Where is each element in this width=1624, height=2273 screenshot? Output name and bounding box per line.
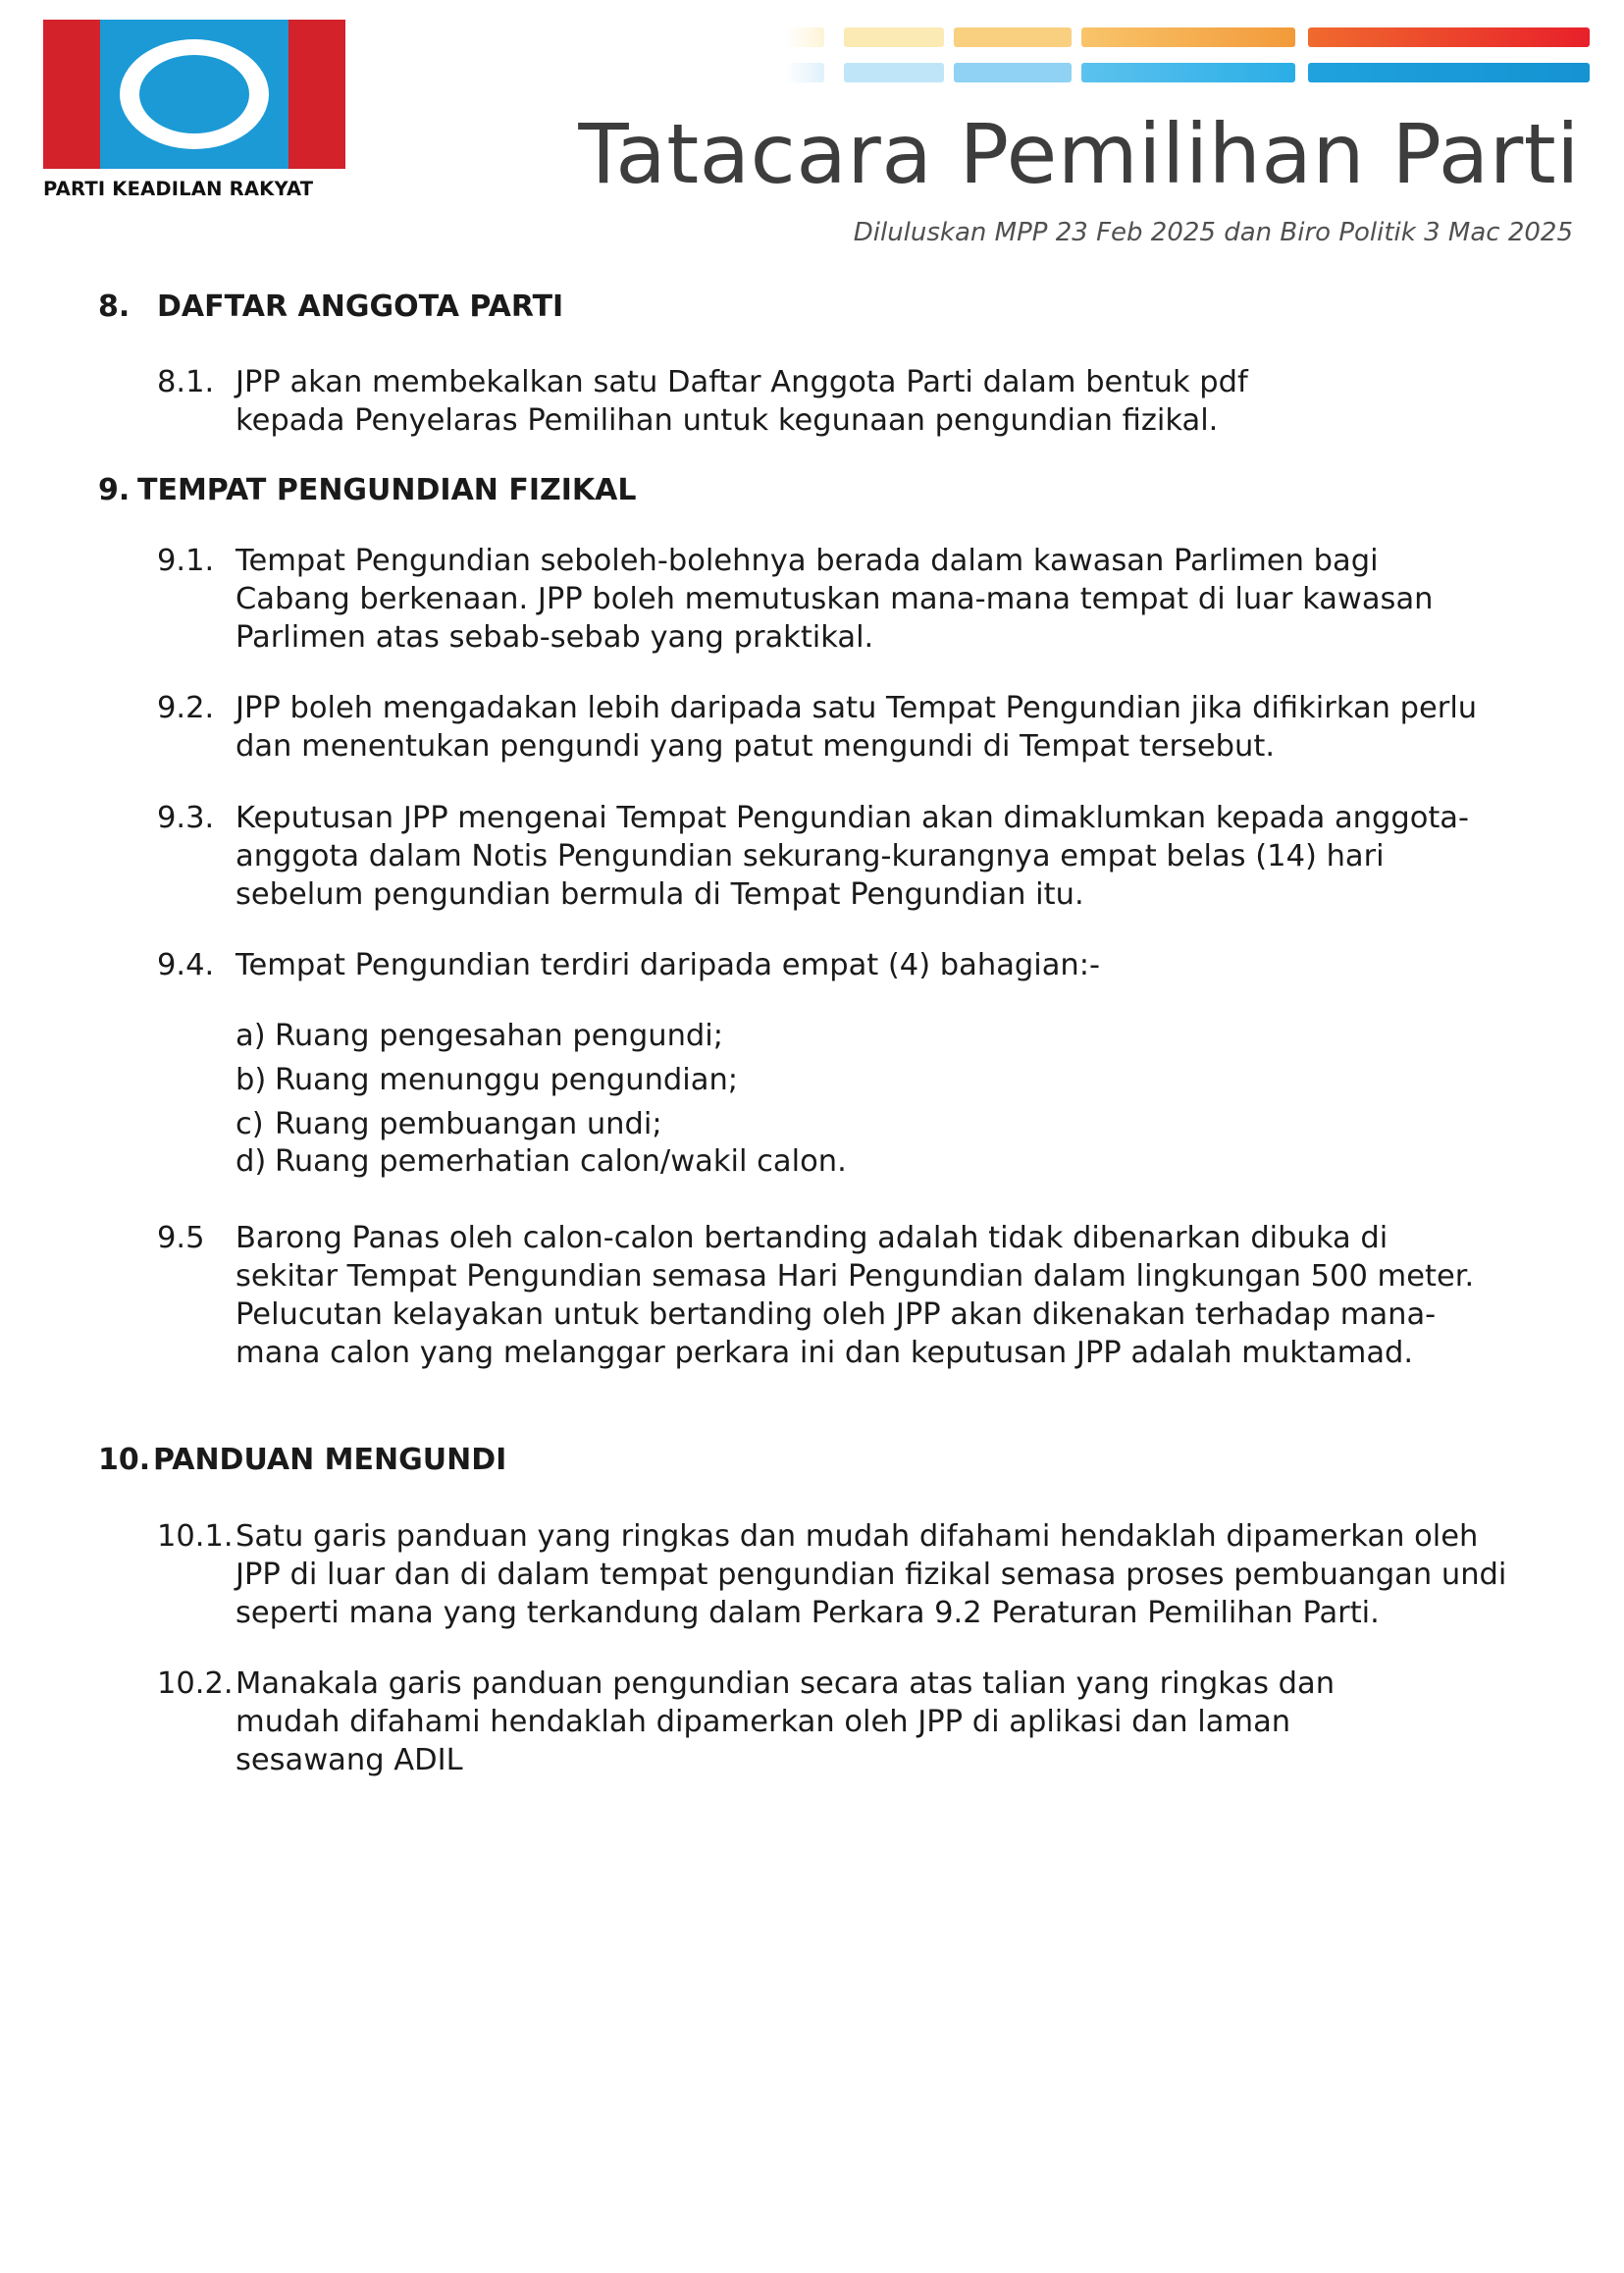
section-heading <box>98 1441 506 1479</box>
clause-text: Keputusan JPP mengenai Tempat Pengundian akan dimaklumkan kepada anggota-anggota dalam Notis Pengundian sekurang-kurangnya empat belas (14) hari sebelum pengundian bermula di Tempat Pengundian itu. <box>236 801 1470 912</box>
sub-list-item <box>236 1017 723 1055</box>
page-title: Tatacara Pemilihan Parti <box>578 106 1580 202</box>
stripe-segment <box>1308 27 1590 47</box>
logo-flag-red-left <box>43 20 100 169</box>
clause-item <box>98 946 1624 984</box>
logo-flag <box>43 20 345 169</box>
stripe-segment <box>954 27 1072 47</box>
section-heading <box>98 471 637 509</box>
section-title: TEMPAT PENGUNDIAN FIZIKAL <box>137 473 637 507</box>
clause-number: 8.1. <box>157 365 215 399</box>
sub-list-item <box>236 1061 738 1099</box>
clause-number: 9.3. <box>157 801 215 835</box>
section-title: DAFTAR ANGGOTA PARTI <box>157 290 564 324</box>
section-title: PANDUAN MENGUNDI <box>153 1443 507 1477</box>
clause-item <box>98 799 1624 914</box>
clause-text: Tempat Pengundian terdiri daripada empat (4) bahagian:- <box>236 948 1101 982</box>
clause-number: 10.1. <box>157 1519 234 1554</box>
section-number: 8. <box>98 290 131 324</box>
sub-list-label: d) <box>236 1144 267 1179</box>
clause-text: Manakala garis panduan pengundian secara atas talian yang ringkas dan mudah difahami hendaklah dipamerkan oleh JPP di aplikasi dan laman sesawang ADIL <box>236 1666 1336 1777</box>
clause-item <box>98 1665 1624 1779</box>
sub-list-item <box>236 1105 662 1143</box>
section-number: 9. <box>98 473 131 507</box>
clause-number: 9.1. <box>157 544 215 578</box>
sub-list-label: a) <box>236 1019 266 1053</box>
clause-text: Tempat Pengundian seboleh-bolehnya berada dalam kawasan Parlimen bagi Cabang berkenaan. JPP boleh memutuskan mana-mana tempat di luar kawasan Parlimen atas sebab-sebab yang praktikal. <box>236 544 1434 655</box>
clause-item <box>98 542 1624 657</box>
party-logo <box>43 20 347 200</box>
stripe-segment <box>785 63 824 82</box>
clause-number: 9.4. <box>157 948 215 982</box>
stripe-segment <box>1081 27 1295 47</box>
stripe-segment <box>785 27 824 47</box>
stripe-segment <box>844 63 944 82</box>
clause-number: 10.2. <box>157 1666 234 1701</box>
stripe-row-warm <box>765 27 1590 47</box>
stripe-segment <box>844 27 944 47</box>
clause-item <box>98 1517 1624 1632</box>
sub-list-text: Ruang pengesahan pengundi; <box>275 1019 724 1053</box>
page-subtitle: Diluluskan MPP 23 Feb 2025 dan Biro Politik 3 Mac 2025 <box>853 218 1573 247</box>
sub-list-label: b) <box>236 1063 267 1097</box>
sub-list-text: Ruang menunggu pengundian; <box>275 1063 739 1097</box>
logo-text: PARTI KEADILAN RAKYAT <box>43 178 314 200</box>
clause-item <box>98 689 1624 766</box>
stripe-segment <box>1081 63 1295 82</box>
logo-flag-red-right <box>288 20 345 169</box>
clause-number: 9.2. <box>157 691 215 725</box>
stripe-segment <box>954 63 1072 82</box>
stripe-row-cool <box>765 63 1590 82</box>
clause-text: JPP boleh mengadakan lebih daripada satu Tempat Pengundian jika difikirkan perlu dan menentukan pengundi yang patut mengundi di Tempat tersebut. <box>236 691 1478 764</box>
sub-list-item <box>236 1142 847 1181</box>
header-stripes <box>765 27 1590 88</box>
sub-list-text: Ruang pembuangan undi; <box>275 1107 662 1141</box>
stripe-segment <box>1308 63 1590 82</box>
clause-text: JPP akan membekalkan satu Daftar Anggota Parti dalam bentuk pdf kepada Penyelaras Pemilihan untuk kegunaan pengundian fizikal. <box>236 365 1248 438</box>
clause-number: 9.5 <box>157 1221 205 1255</box>
clause-text: Satu garis panduan yang ringkas dan mudah difahami hendaklah dipamerkan oleh JPP di luar dan di dalam tempat pengundian fizikal semasa proses pembuangan undi seperti mana yang terkandung dalam Perkara 9.2 Peraturan Pemilihan Parti. <box>236 1519 1507 1630</box>
clause-item <box>98 1219 1624 1372</box>
sub-list-text: Ruang pemerhatian calon/wakil calon. <box>275 1144 847 1179</box>
sub-list-label: c) <box>236 1107 264 1141</box>
logo-flag-blue-center <box>100 20 288 169</box>
clause-item <box>98 363 1541 440</box>
section-number: 10. <box>98 1443 151 1477</box>
section-heading <box>98 288 563 326</box>
logo-eye-icon <box>100 20 288 169</box>
clause-text: Barong Panas oleh calon-calon bertanding adalah tidak dibenarkan dibuka di sekitar Tempat Pengundian semasa Hari Pengundian dalam lingkungan 500 meter. Pelucutan kelayakan untuk bertanding oleh JPP akan dikenakan terhadap mana-mana calon yang melanggar perkara ini dan keputusan JPP adalah muktamad. <box>236 1221 1475 1370</box>
